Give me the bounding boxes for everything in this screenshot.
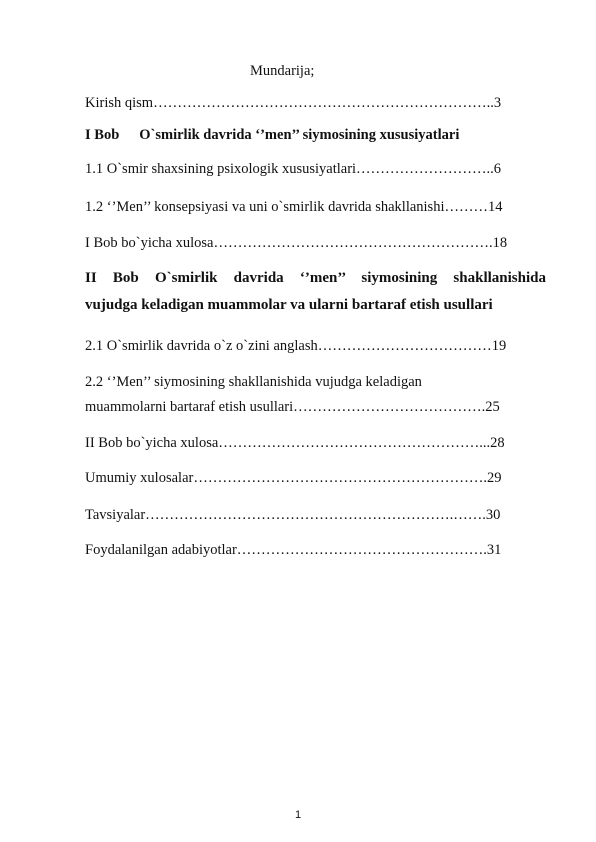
chapter-1-title: O`smirlik davrida ‘’men’’ siymosining xususiyatlari xyxy=(139,127,460,143)
toc-entry-chapter-2-summary: II Bob bo`yicha xulosa………………………………………………...28 xyxy=(85,435,505,451)
toc-title: Mundarija; xyxy=(250,63,315,79)
page-number: 1 xyxy=(294,809,302,821)
toc-entry-2-2-line-2: muammolarni bartaraf etish usullari………………………………….25 xyxy=(85,399,500,415)
toc-chapter-2-heading-line-2: vujudga keladigan muammolar va ularni bartaraf etish usullari xyxy=(85,297,493,313)
toc-entry-1-2: 1.2 ‘’Men’’ konsepsiyasi va uni o`smirlik davrida shakllanishi………14 xyxy=(85,199,503,215)
toc-entry-2-2-line-1: 2.2 ‘’Men’’ siymosining shakllanishida vujudga keladigan xyxy=(85,374,422,390)
toc-entry-intro: Kirish qism……………………………………………………………..3 xyxy=(85,95,502,111)
toc-chapter-2-heading-line-1: II Bob O`smirlik davrida ‘’men’’ siymosining shakllanishida xyxy=(85,270,546,286)
toc-entry-1-1: 1.1 O`smir shaxsining psixologik xususiyatlari………………………..6 xyxy=(85,161,502,177)
toc-entry-2-1: 2.1 O`smirlik davrida o`z o`zini anglash………………………………19 xyxy=(85,338,507,354)
toc-entry-chapter-1-summary: I Bob bo`yicha xulosa………………………………………………….18 xyxy=(85,235,508,251)
toc-entry-recommendations: Tavsiyalar……………………………………………………….…….30 xyxy=(85,507,501,523)
toc-entry-conclusions: Umumiy xulosalar…………………………………………………….29 xyxy=(85,470,502,486)
toc-entry-references: Foydalanilgan adabiyotlar…………………………………………….31 xyxy=(85,542,502,558)
toc-chapter-1-heading xyxy=(85,126,459,144)
chapter-1-label: I Bob xyxy=(85,127,120,143)
